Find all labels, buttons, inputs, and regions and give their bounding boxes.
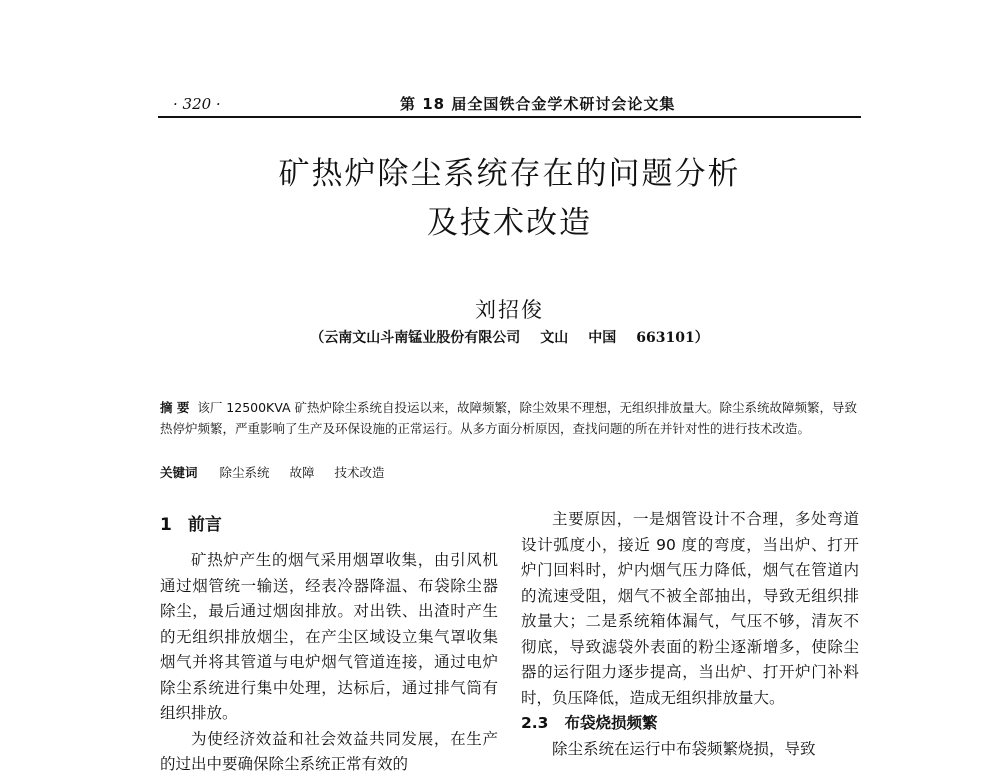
right-column: [521, 507, 859, 762]
section-title: 前言: [187, 515, 222, 535]
affiliation-city: 文山: [540, 330, 569, 346]
subsection-heading: [521, 711, 859, 737]
affiliation-country: 中国: [588, 330, 617, 346]
abstract-text: 该厂 12500KVA 矿热炉除尘系统自投运以来，故障频繁，除尘效果不理想，无组织排放量大。除尘系统故障频繁，导致热停炉频繁，严重影响了生产及环保设施的正常运行。从多方面分析原因，查找问题的所在并针对性的进行技术改造。: [160, 400, 858, 436]
abstract: [160, 397, 860, 439]
keyword-item: 故障: [289, 465, 315, 480]
affiliation-postcode: 663101）: [636, 330, 709, 346]
paragraph: 为使经济效益和社会效益共同发展，在生产的过出中要确保除尘系统正常有效的: [160, 729, 498, 773]
keywords-label: 关键词: [160, 465, 198, 480]
abstract-label: 摘 要: [160, 400, 190, 415]
section-number: 1: [160, 515, 172, 535]
paper-title-line-1: 矿热炉除尘系统存在的问题分析: [278, 156, 741, 192]
section-heading: [160, 510, 222, 535]
journal-title: 第 18 届全国铁合金学术研讨会论文集: [400, 95, 676, 113]
affiliation: [158, 327, 861, 347]
keywords: [160, 463, 401, 481]
paper-title-line-2: 及技术改造: [427, 205, 592, 241]
subsection-title: 布袋烧损频繁: [564, 714, 658, 732]
paragraph: 主要原因，一是烟管设计不合理，多处弯道设计弧度小，接近 90 度的弯度，当出炉、打开炉门回料时，炉内烟气压力降低，烟气在管道内的流速受阻，烟气不被全部抽出，导致无组织排放量大；二是系统箱体漏气，气压不够，清灰不彻底，导致滤袋外表面的粉尘逐渐增多，使除尘器的运行阻力逐步提高，当出炉、打开炉门补料时，负压降低，造成无组织排放量大。: [521, 510, 859, 707]
author-name: 刘招俊: [475, 298, 544, 322]
paragraph: 除尘系统在运行中布袋频繁烧损，导致: [552, 739, 816, 758]
left-column: [160, 548, 498, 778]
keyword-item: 技术改造: [334, 465, 385, 480]
paragraph: 矿热炉产生的烟气采用烟罩收集，由引风机通过烟管统一输送，经表冷器降温、布袋除尘器除尘，最后通过烟囱排放。对出铁、出渣时产生的无组织排放烟尘，在产尘区域设立集气罩收集烟气并将其管道与电炉烟气管道连接，通过电炉除尘系统进行集中处理，达标后，通过排气筒有组织排放。: [160, 551, 498, 722]
keyword-item: 除尘系统: [219, 465, 270, 480]
affiliation-org: （云南文山斗南锰业股份有限公司: [310, 330, 521, 346]
subsection-number: 2.3: [521, 714, 549, 732]
header-rule: [158, 116, 861, 118]
page-number: · 320 ·: [173, 95, 221, 113]
